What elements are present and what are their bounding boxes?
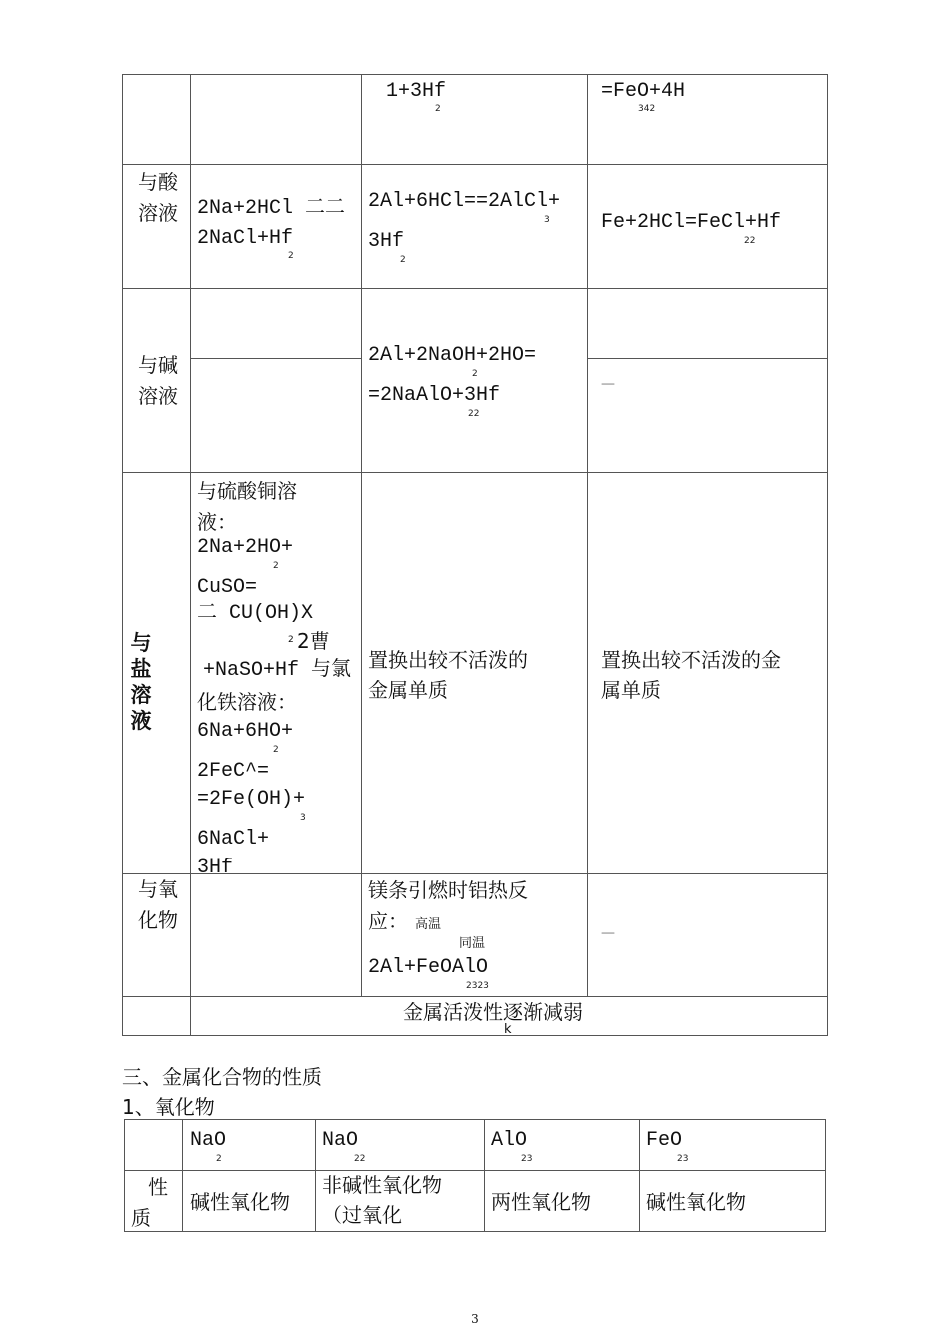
oxide-header: AlO [491, 1129, 528, 1152]
na-salt-reaction: 6NaCl+ [197, 828, 270, 851]
fe-salt-text: 置换出较不活泼的金 [601, 648, 781, 672]
subscript: 2323 [466, 981, 489, 991]
subscript: 2 [273, 561, 279, 571]
oxide-property: 非碱性氧化物 [322, 1173, 442, 1197]
table-border [122, 74, 123, 1036]
table-border [587, 358, 828, 359]
al-oxide-text: 镁条引燃时铝热反 [368, 878, 528, 902]
table-border [827, 74, 828, 1036]
table-border [122, 1035, 828, 1036]
table-border [124, 1231, 826, 1232]
sub-heading: 1、氧化物 [122, 1095, 215, 1119]
table-border [190, 74, 191, 1036]
oxide-property: 两性氧化物 [491, 1190, 591, 1214]
table-border [122, 996, 828, 997]
table-border [182, 1119, 183, 1232]
condition-label: 高温 [415, 917, 442, 932]
table-border [124, 1119, 125, 1232]
row-label-property: 性 [148, 1175, 168, 1199]
oxide-header: FeO [646, 1129, 683, 1152]
subscript: 22 [354, 1154, 366, 1164]
table-border [825, 1119, 826, 1232]
table-border [639, 1119, 640, 1232]
al-salt-text: 置换出较不活泼的 [368, 648, 528, 672]
row-label-property: 质 [131, 1206, 151, 1230]
fe-salt-text: 属单质 [601, 678, 661, 702]
subscript: 3 [300, 813, 306, 823]
fe-reaction-cont: =FeO+4H [601, 80, 686, 103]
oxide-header: NaO [190, 1129, 227, 1152]
na-salt-reaction: 二 CU(OH)X [197, 602, 314, 625]
row-header-salt [129, 630, 153, 734]
clipped-line [197, 858, 233, 873]
na-salt-reaction: 3Hf [197, 858, 234, 873]
row-header-char: 盐 [130, 657, 152, 681]
al-oxide-text: 应： [368, 909, 408, 933]
table-border [122, 164, 828, 165]
oxide-property: 碱性氧化物 [190, 1190, 290, 1214]
na-salt-reaction: 2FeC^= [197, 760, 270, 783]
subscript: 3 [544, 215, 550, 225]
na-salt-text: 与硫酸铜溶 [197, 479, 297, 503]
condition-label: 同温 [459, 936, 486, 951]
al-base-reaction: =2NaAlO+3Hf [368, 384, 501, 407]
row-header-acid: 与酸 [138, 170, 178, 194]
na-salt-reaction: CuSO= [197, 576, 258, 599]
table-border [315, 1119, 316, 1232]
subscript: 342 [638, 104, 656, 114]
table-border [122, 288, 828, 289]
table-border [122, 74, 828, 75]
row-header-char: 液 [130, 709, 152, 733]
row-header-oxide: 化物 [138, 908, 178, 932]
al-reaction-cont: 1+3Hf [386, 80, 447, 103]
table-border [122, 472, 828, 473]
na-salt-char: 2曹 [297, 629, 330, 653]
row-header-base: 与碱 [138, 353, 178, 377]
empty-dash: — [601, 925, 615, 941]
al-oxide-reaction: 2Al+FeOAlO [368, 956, 489, 979]
na-salt-reaction: 2Na+2HO+ [197, 536, 294, 559]
section-heading: 三、金属化合物的性质 [122, 1065, 322, 1089]
row-header-char: 溶 [130, 683, 152, 707]
na-salt-text: 液： [197, 510, 237, 534]
table-border [587, 74, 588, 996]
subscript: 2 [288, 251, 294, 261]
empty-dash: — [601, 376, 615, 392]
subscript: 2 [273, 745, 279, 755]
al-acid-reaction: 3Hf [368, 230, 405, 253]
subscript: 2 [216, 1154, 222, 1164]
na-acid-reaction: 2Na+2HCl 二二 [197, 197, 346, 220]
al-base-reaction: 2Al+2NaOH+2HO= [368, 344, 537, 367]
subscript: 23 [677, 1154, 689, 1164]
subscript: 22 [468, 409, 480, 419]
subscript: 2 [472, 369, 478, 379]
arrow-mark: k [504, 1022, 512, 1037]
subscript: 2 [435, 104, 441, 114]
oxide-property-cont: （过氧化 [322, 1203, 402, 1227]
table-border [484, 1119, 485, 1232]
fe-acid-reaction: Fe+2HCl=FeCl+Hf [601, 211, 782, 234]
na-salt-reaction: =2Fe(OH)+ [197, 788, 306, 811]
na-acid-reaction: 2NaCl+Hf [197, 227, 294, 250]
activity-trend: 金属活泼性逐渐减弱 [403, 1000, 583, 1024]
subscript: 23 [521, 1154, 533, 1164]
oxide-property: 碱性氧化物 [646, 1190, 746, 1214]
oxide-header: NaO [322, 1129, 359, 1152]
table-border [122, 873, 828, 874]
table-border [124, 1170, 826, 1171]
row-header-char: 与 [130, 631, 152, 655]
subscript: 22 [744, 236, 756, 246]
al-salt-text: 金属单质 [368, 678, 448, 702]
row-header-base: 溶液 [138, 384, 178, 408]
subscript: 2 [400, 255, 406, 265]
row-header-acid: 溶液 [138, 201, 178, 225]
al-acid-reaction: 2Al+6HCl==2AlCl+ [368, 190, 561, 213]
table-border [190, 358, 362, 359]
subscript-with-char: 2 [288, 635, 294, 645]
page-number: 3 [471, 1312, 479, 1326]
na-salt-text: 化铁溶液： [197, 690, 297, 714]
na-salt-reaction: 6Na+6HO+ [197, 720, 294, 743]
table-border [124, 1119, 826, 1120]
na-salt-reaction: +NaSO+Hf 与氯 [203, 659, 352, 682]
table-border [361, 74, 362, 996]
row-header-oxide: 与氧 [138, 877, 178, 901]
